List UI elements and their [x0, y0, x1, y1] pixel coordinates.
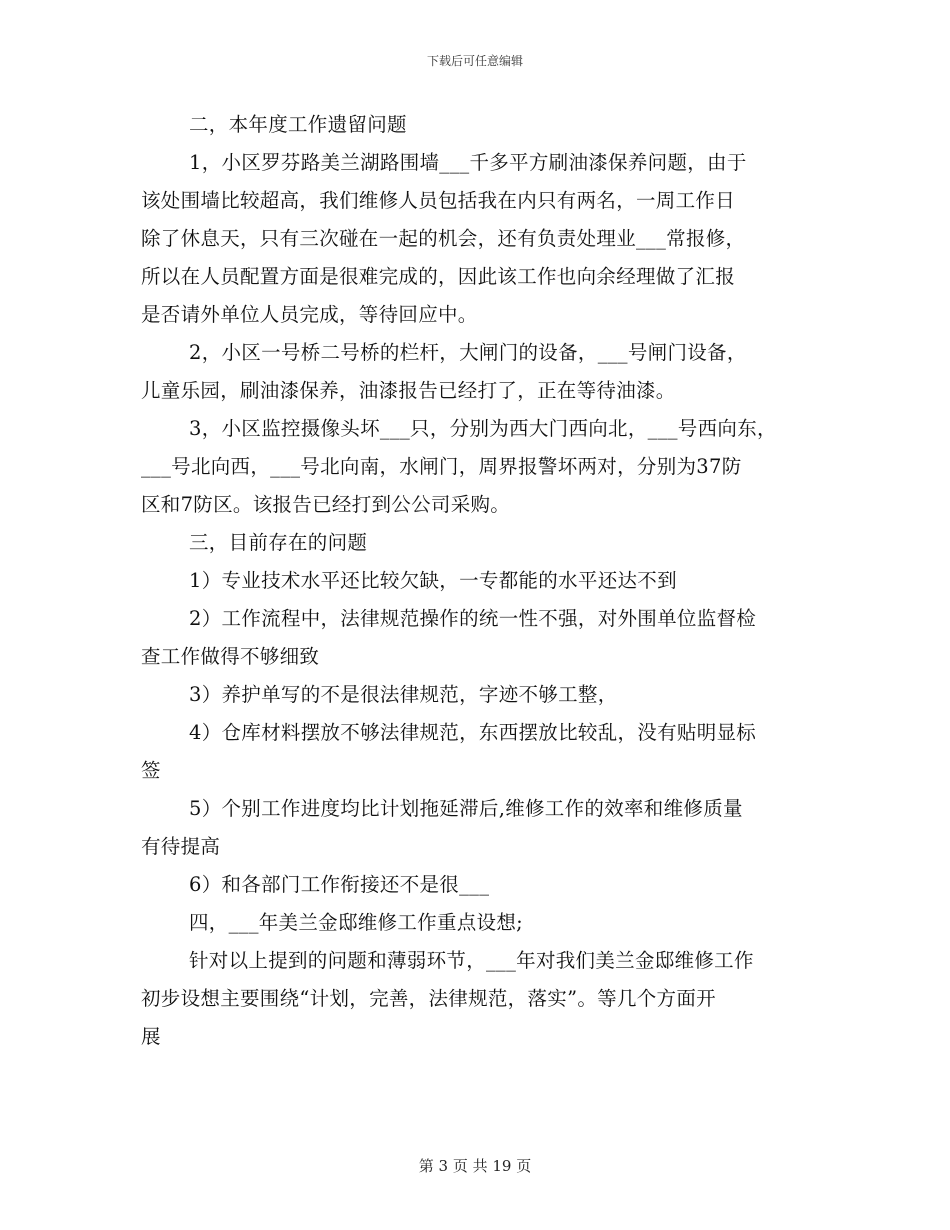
text-line: 展: [141, 1025, 161, 1048]
text-line: ___号北向西，___号北向南，水闸门，周界报警坏两对，分别为37防: [141, 455, 742, 478]
text-line: 1）专业技术水平还比较欠缺，一专都能的水平还达不到: [189, 569, 677, 592]
text-line: 该处围墙比较超高，我们维修人员包括我在内只有两名，一周工作日: [141, 189, 736, 212]
text-line: 区和7防区。该报告已经打到公公司采购。: [141, 493, 511, 516]
text-line: 4）仓库材料摆放不够法律规范，东西摆放比较乱，没有贴明显标: [189, 721, 757, 744]
text-line: 查工作做得不够细致: [141, 645, 320, 668]
page-header: 下载后可任意编辑: [426, 54, 523, 68]
text-line: 儿童乐园，刷油漆保养，油漆报告已经打了，正在等待油漆。: [141, 379, 676, 402]
text-line: 四，___年美兰金邸维修工作重点设想;: [189, 911, 524, 934]
text-line: 二，本年度工作遗留问题: [189, 113, 407, 136]
text-line: 是否请外单位人员完成，等待回应中。: [141, 303, 478, 326]
text-line: 3）养护单写的不是很法律规范，字迹不够工整，: [189, 683, 618, 706]
text-line: 5）个别工作进度均比计划拖延滞后,维修工作的效率和维修质量: [189, 797, 743, 820]
text-line: 有待提高: [141, 835, 221, 858]
text-line: 初步设想主要围绕“计划，完善，法律规范，落实”。等几个方面开: [141, 987, 716, 1010]
text-line: 6）和各部门工作衔接还不是很___: [189, 873, 490, 896]
document-body: [141, 106, 831, 1056]
text-line: 除了休息天，只有三次碰在一起的机会，还有负责处理业___常报修，: [141, 227, 746, 250]
text-line: 3，小区监控摄像头坏___只，分别为西大门西向北，___号西向东，: [189, 417, 777, 440]
text-line: 签: [141, 759, 161, 782]
page-footer: 第 3 页 共 19 页: [418, 1157, 532, 1175]
text-line: 1，小区罗芬路美兰湖路围墙___千多平方刷油漆保养问题，由于: [189, 151, 747, 174]
text-line: 针对以上提到的问题和薄弱环节，___年对我们美兰金邸维修工作: [189, 949, 754, 972]
text-line: 所以在人员配置方面是很难完成的，因此该工作也向余经理做了汇报: [141, 265, 736, 288]
text-line: 2，小区一号桥二号桥的栏杆，大闸门的设备，___号闸门设备，: [189, 341, 747, 364]
text-line: 2）工作流程中，法律规范操作的统一性不强，对外围单位监督检: [189, 607, 757, 630]
text-line: 三，目前存在的问题: [189, 531, 368, 554]
